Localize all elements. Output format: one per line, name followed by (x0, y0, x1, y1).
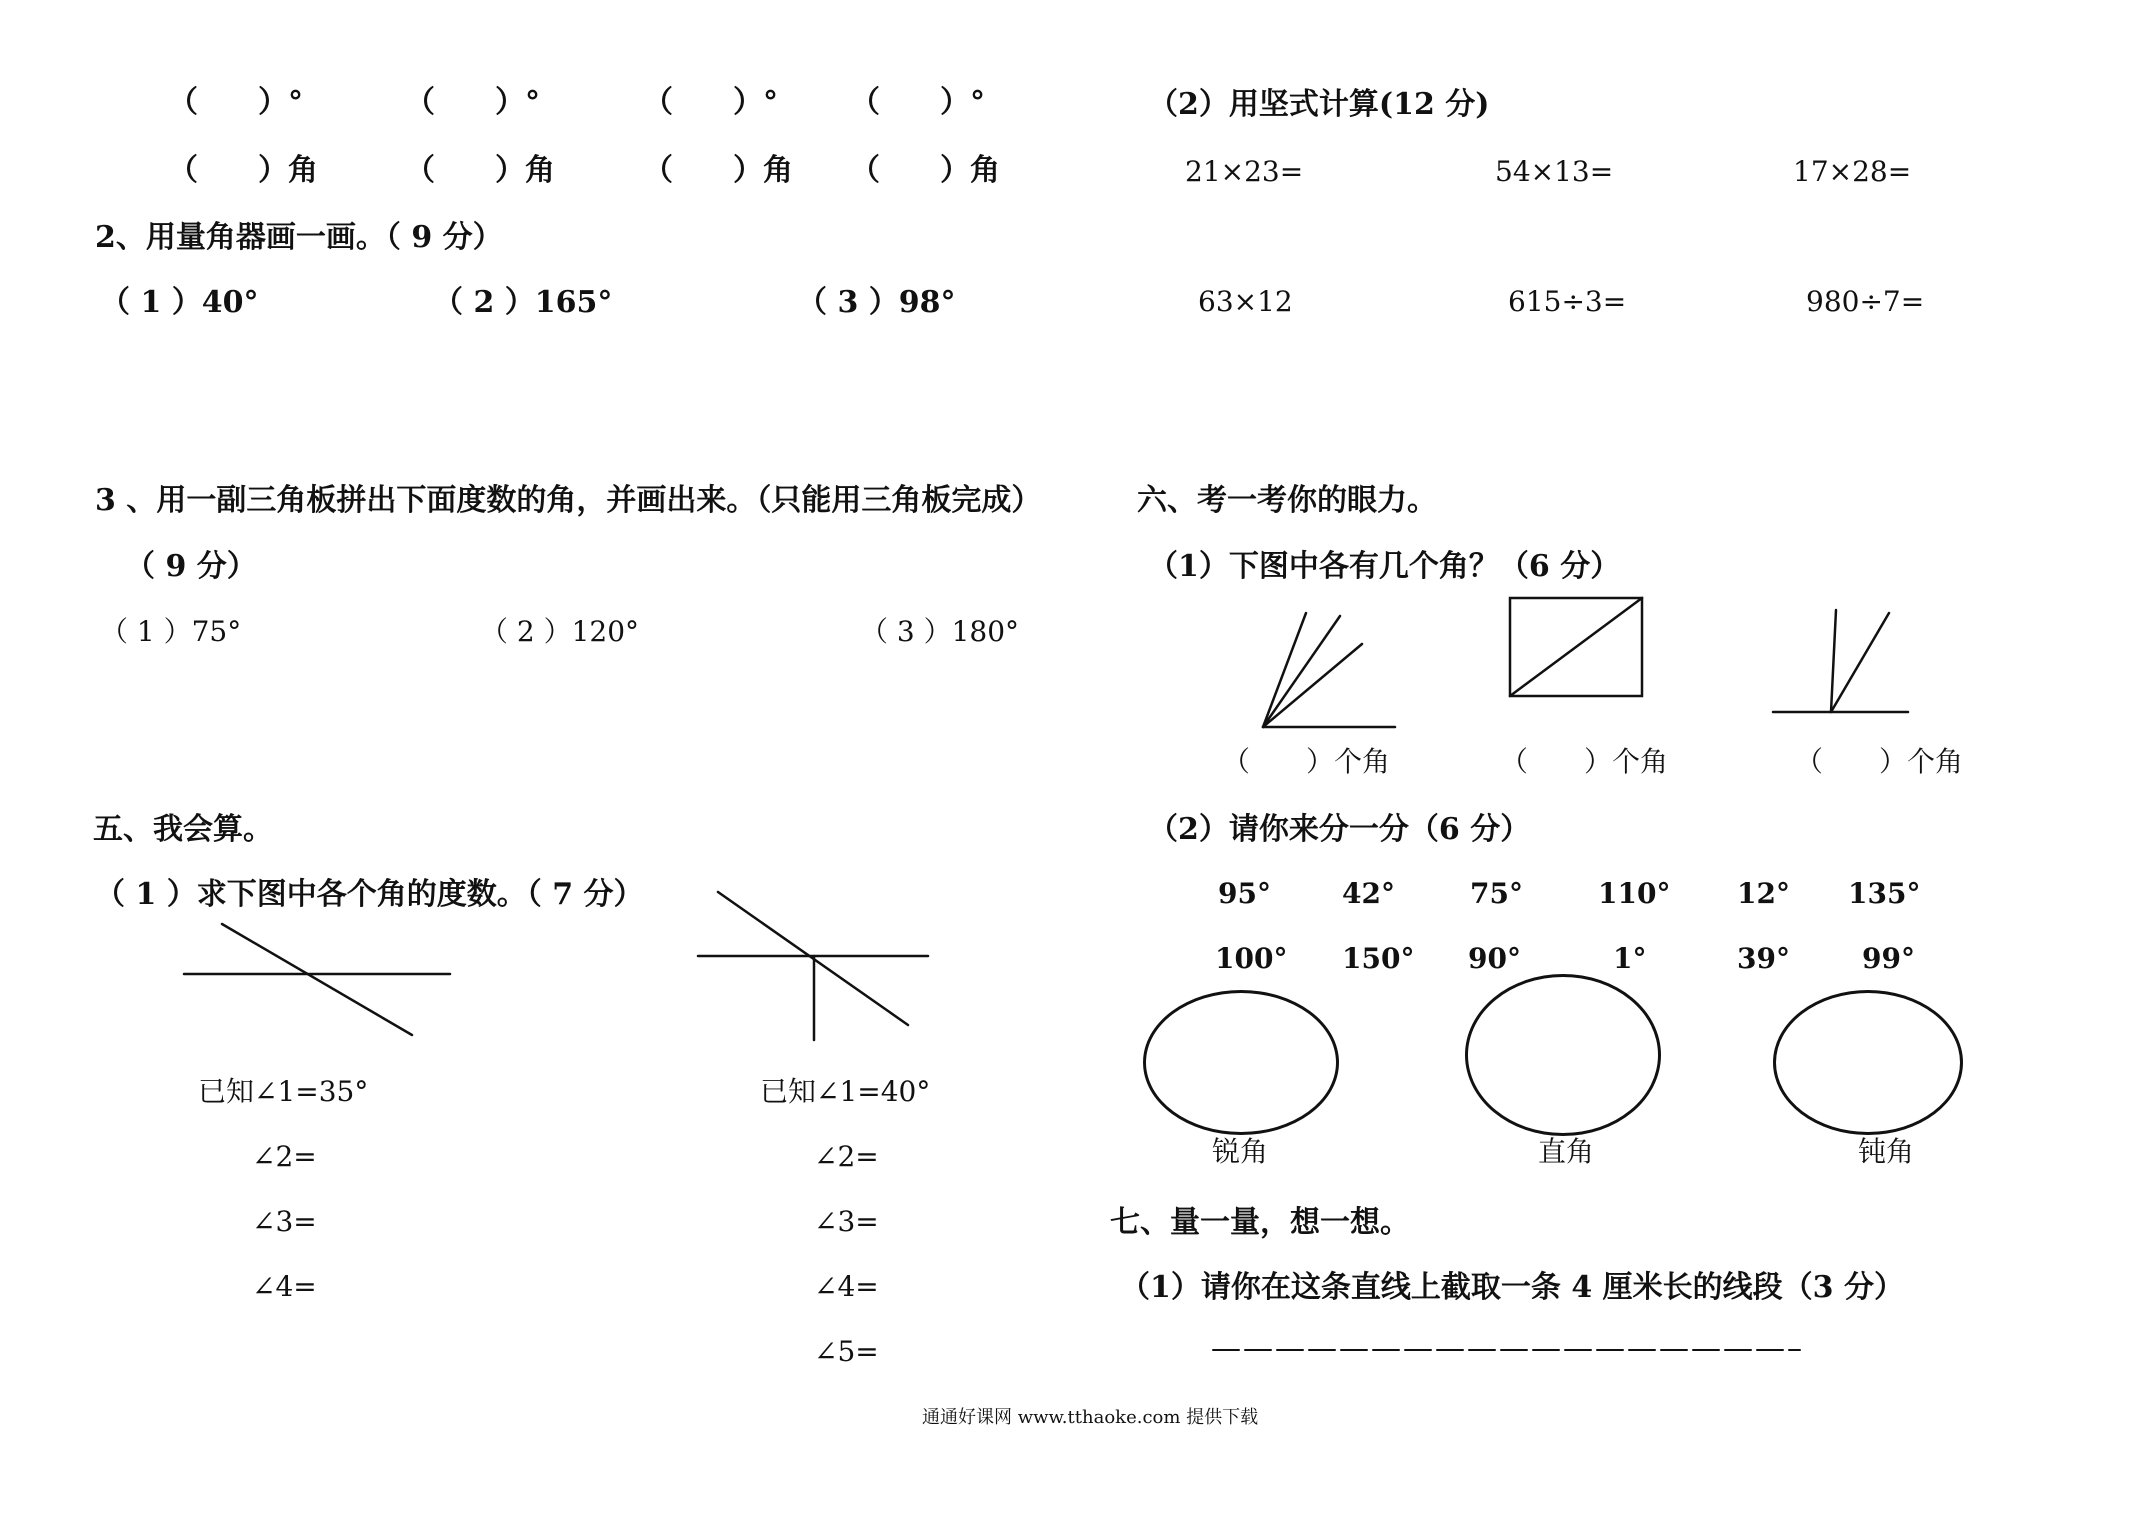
footer-text: 通通好课网 www.tthaoke.com 提供下载 (922, 1407, 1259, 1428)
classify-angles-title: （2）请你来分一分（6 分） (1148, 812, 1531, 847)
angle-blank-4: （ ）角 (850, 153, 1000, 188)
degree-blank-1: （ ）° (168, 85, 303, 120)
right-angle-blank: ∠3= (814, 1205, 879, 1238)
rectangle-with-diagonal-figure (1510, 598, 1642, 696)
angle-blank-1: （ ）角 (168, 153, 318, 188)
calc-item: 615÷3= (1508, 285, 1627, 318)
angle-blank-3: （ ）角 (643, 153, 793, 188)
set-square-item: （ 2 ）120° (480, 615, 640, 648)
angle-value: 99° (1862, 942, 1915, 975)
protractor-item: （ 3 ）98° (797, 285, 956, 320)
count-angles-blank-1: （ ）个角 (1222, 745, 1391, 778)
degree-blank-3: （ ）° (643, 85, 778, 120)
angle-blank-2: （ ）角 (405, 153, 555, 188)
degree-blank-4: （ ）° (850, 85, 985, 120)
calc-item: 17×28= (1793, 155, 1912, 188)
count-angles-title: （1）下图中各有几个角？（6 分） (1148, 549, 1621, 584)
calc-item: 980÷7= (1806, 285, 1925, 318)
obtuse-angle-label: 钝角 (1858, 1135, 1915, 1168)
right-angle-label: 直角 (1538, 1135, 1595, 1168)
angle-value: 1° (1613, 942, 1647, 975)
set-square-score: （ 9 分） (125, 549, 257, 584)
angle-value: 12° (1737, 877, 1790, 910)
calc-item: 63×12 (1198, 285, 1293, 318)
right-angle-blank: ∠4= (814, 1270, 879, 1303)
angle-value: 90° (1468, 942, 1521, 975)
angle-value: 75° (1470, 877, 1523, 910)
set-square-question-title: 3 、用一副三角板拼出下面度数的角，并画出来。（只能用三角板完成） (95, 483, 1042, 518)
left-angle-blank: ∠4= (252, 1270, 317, 1303)
intersecting-lines-figure-left (184, 924, 450, 1035)
intersecting-lines-figure-right (698, 892, 928, 1040)
angle-value: 100° (1215, 942, 1288, 975)
left-given-angle: 已知∠1=35° (198, 1075, 369, 1108)
protractor-question-title: 2、用量角器画一画。（ 9 分） (95, 220, 503, 255)
protractor-item: （ 1 ）40° (100, 285, 259, 320)
angle-value: 42° (1342, 877, 1395, 910)
fan-of-rays-figure (1263, 613, 1395, 727)
acute-angle-label: 锐角 (1212, 1135, 1269, 1168)
rays-on-line-figure (1773, 610, 1908, 712)
left-angle-blank: ∠2= (252, 1140, 317, 1173)
right-angle-blank: ∠5= (814, 1335, 879, 1368)
count-angles-blank-2: （ ）个角 (1500, 745, 1669, 778)
set-square-item: （ 1 ）75° (100, 615, 242, 648)
angle-value: 95° (1218, 877, 1271, 910)
angle-value: 110° (1598, 877, 1671, 910)
section-5-heading: 五、我会算。 (93, 812, 273, 847)
section-5-question-title: （ 1 ）求下图中各个角的度数。（ 7 分） (95, 877, 644, 912)
angle-value: 135° (1848, 877, 1921, 910)
right-given-angle: 已知∠1=40° (760, 1075, 931, 1108)
angle-value: 39° (1737, 942, 1790, 975)
vertical-calc-title: （2）用坚式计算(12 分) (1148, 87, 1490, 122)
count-angles-blank-3: （ ）个角 (1795, 745, 1964, 778)
calc-item: 21×23= (1185, 155, 1304, 188)
right-angle-blank: ∠2= (814, 1140, 879, 1173)
section-6-heading: 六、考一考你的眼力。 (1137, 483, 1437, 518)
left-angle-blank: ∠3= (252, 1205, 317, 1238)
protractor-item: （ 2 ）165° (433, 285, 613, 320)
set-square-item: （ 3 ）180° (860, 615, 1020, 648)
degree-blank-2: （ ）° (405, 85, 540, 120)
angle-value: 150° (1342, 942, 1415, 975)
measure-segment-title: （1）请你在这条直线上截取一条 4 厘米长的线段（3 分） (1120, 1270, 1904, 1305)
section-7-heading: 七、量一量，想一想。 (1110, 1205, 1410, 1240)
calc-item: 54×13= (1495, 155, 1614, 188)
